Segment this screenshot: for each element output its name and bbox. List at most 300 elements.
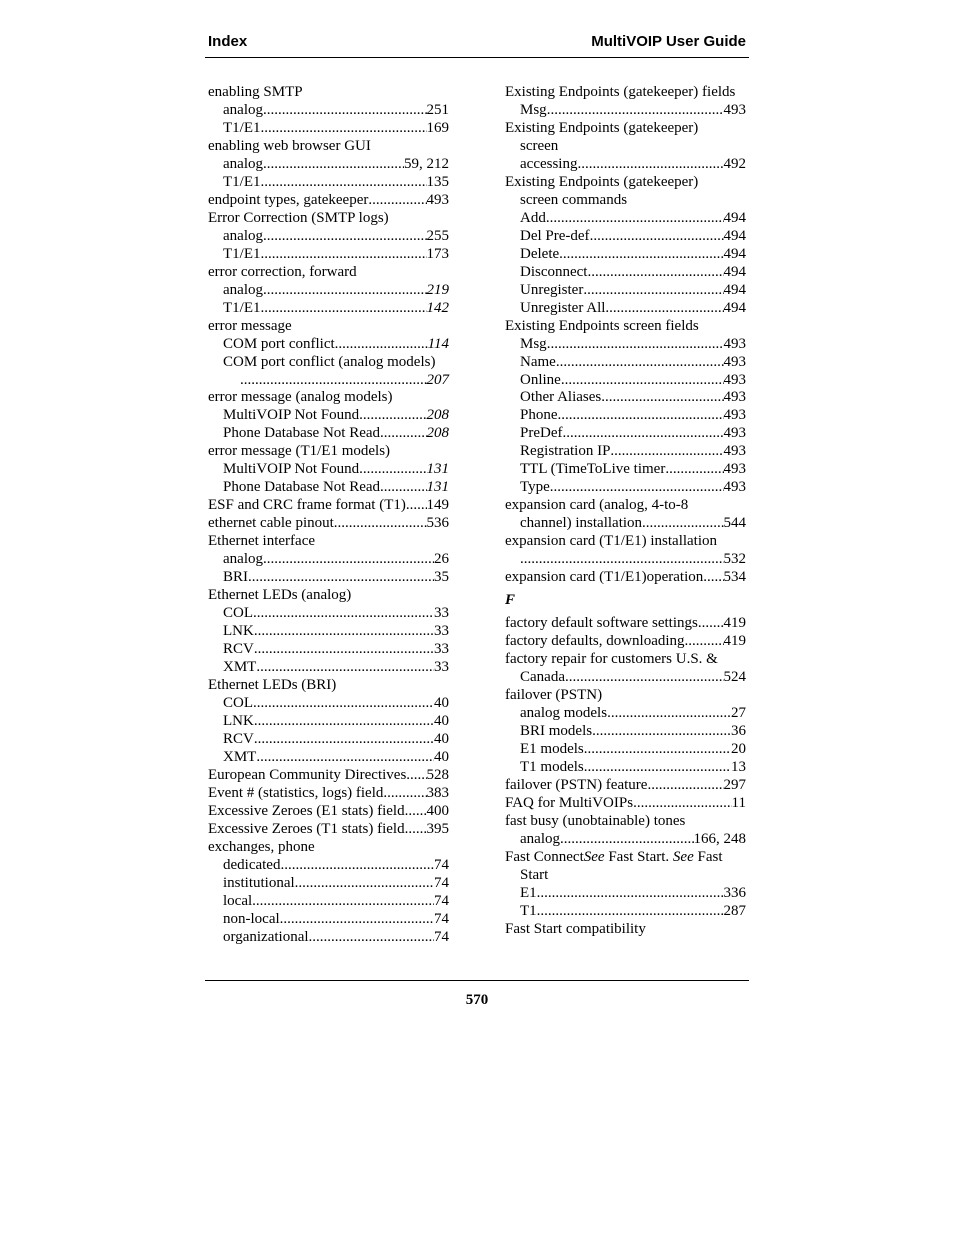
index-entry-page: 149 xyxy=(426,497,449,514)
index-entry xyxy=(505,425,746,443)
index-entry-page: 493 xyxy=(723,101,746,118)
index-entry-page: 287 xyxy=(723,902,746,919)
index-entry xyxy=(208,929,449,947)
index-entry-page: 383 xyxy=(426,784,449,801)
index-entry-page: 33 xyxy=(434,641,449,658)
index-entry xyxy=(505,777,746,795)
dot-leader xyxy=(556,354,724,372)
index-entry xyxy=(505,533,746,551)
index-entry-page: 493 xyxy=(723,407,746,424)
index-entry-page: 35 xyxy=(434,569,449,586)
index-entry-page: 400 xyxy=(426,802,449,819)
index-entry xyxy=(505,138,746,156)
index-entry-page: 494 xyxy=(723,209,746,226)
index-entry-term: fast busy (unobtainable) tones xyxy=(505,812,686,829)
index-entry-page: 33 xyxy=(434,659,449,675)
dot-leader xyxy=(335,336,428,354)
index-entry-term: T1/E1 xyxy=(223,173,261,190)
dot-leader xyxy=(592,723,731,741)
index-entry xyxy=(505,372,746,390)
dot-leader xyxy=(253,695,434,713)
index-entry-text: See xyxy=(672,848,694,865)
index-entry xyxy=(208,893,449,911)
index-entry xyxy=(208,443,449,461)
index-entry-term: analog xyxy=(223,281,263,298)
index-entry xyxy=(208,372,449,390)
index-entry-text: Fast Start. xyxy=(604,848,673,865)
index-entry-term: factory default software settings xyxy=(505,615,698,632)
index-entry xyxy=(208,138,449,156)
index-column-left xyxy=(208,84,449,947)
index-entry-term: European Community Directives xyxy=(208,766,407,783)
dot-leader xyxy=(405,821,427,839)
dot-leader xyxy=(546,210,724,228)
index-entry-term: Del Pre-def xyxy=(520,227,590,244)
index-entry-page: 74 xyxy=(434,892,449,909)
index-entry xyxy=(208,857,449,875)
index-entry xyxy=(208,120,449,138)
index-entry-page: 493 xyxy=(723,479,746,496)
index-entry-page: 13 xyxy=(731,758,746,775)
index-entry-page: 494 xyxy=(723,245,746,262)
index-entry-term: T1/E1 xyxy=(223,299,261,316)
index-entry-term: Existing Endpoints (gatekeeper) xyxy=(505,119,699,136)
index-entry xyxy=(505,813,746,831)
index-entry-page: 494 xyxy=(723,281,746,298)
index-entry-term: COM port conflict xyxy=(223,335,335,352)
dot-leader xyxy=(610,443,723,461)
dot-leader xyxy=(587,264,723,282)
index-entry-term: COM port conflict (analog models) xyxy=(223,353,436,370)
index-entry-term: Phone xyxy=(520,407,558,424)
index-entry xyxy=(505,282,746,300)
index-entry-page: 544 xyxy=(723,515,746,532)
index-entry-page: 493 xyxy=(723,353,746,370)
index-entry-page: 528 xyxy=(426,766,449,783)
header-section-title: Index xyxy=(208,33,248,50)
index-entry xyxy=(505,759,746,777)
dot-leader xyxy=(280,911,434,929)
index-entry-page: 33 xyxy=(434,623,449,640)
index-entry-page: 492 xyxy=(723,155,746,172)
index-entry xyxy=(208,282,449,300)
index-entry-term: Existing Endpoints screen fields xyxy=(505,317,699,334)
index-entry xyxy=(505,461,746,479)
index-entry xyxy=(208,839,449,857)
index-entry xyxy=(505,885,746,903)
index-entry-page: 40 xyxy=(434,712,449,729)
index-entry-term: T1/E1 xyxy=(223,245,261,262)
index-entry-page: 131 xyxy=(426,461,449,478)
dot-leader xyxy=(256,749,434,767)
index-entry xyxy=(208,192,449,210)
index-entry xyxy=(505,705,746,723)
index-column-right xyxy=(505,84,746,939)
index-entry-term: T1/E1 xyxy=(223,119,261,136)
index-entry-page: 219 xyxy=(426,281,449,298)
index-entry-term: factory defaults, downloading xyxy=(505,633,685,650)
index-entry-term: expansion card (T1/E1)operation xyxy=(505,569,704,586)
index-entry-page: 493 xyxy=(723,425,746,442)
dot-leader xyxy=(263,551,434,569)
index-entry-page: 166, 248 xyxy=(693,830,746,847)
index-entry xyxy=(208,336,449,354)
dot-leader xyxy=(605,300,723,318)
index-entry xyxy=(208,659,449,677)
index-entry xyxy=(208,605,449,623)
index-entry xyxy=(505,336,746,354)
index-entry-page: 534 xyxy=(723,569,746,586)
index-entry xyxy=(208,425,449,443)
index-entry-term: Other Aliases xyxy=(520,389,602,406)
dot-leader xyxy=(261,246,427,264)
index-entry-page: 20 xyxy=(731,740,746,757)
index-entry xyxy=(505,497,746,515)
index-entry-page: 36 xyxy=(731,722,746,739)
index-entry-page: 131 xyxy=(426,479,449,496)
dot-leader xyxy=(560,831,694,849)
header-rule xyxy=(205,57,749,58)
index-entry-term: analog models xyxy=(520,704,608,721)
index-entry-term: E1 models xyxy=(520,740,584,757)
index-entry-term: Delete xyxy=(520,245,560,262)
index-entry-term: XMT xyxy=(223,748,257,765)
index-entry-term: screen xyxy=(520,137,559,154)
index-entry xyxy=(208,695,449,713)
index-entry-term: FAQ for MultiVOIPs xyxy=(505,794,634,811)
index-entry xyxy=(505,318,746,336)
index-entry-page: 494 xyxy=(723,263,746,280)
index-entry xyxy=(505,479,746,497)
index-entry-page: 40 xyxy=(434,730,449,747)
index-entry-term: Existing Endpoints (gatekeeper) xyxy=(505,173,699,190)
index-entry xyxy=(208,767,449,785)
index-entry-term: LNK xyxy=(223,623,254,640)
index-entry-term: analog xyxy=(223,551,263,568)
dot-leader xyxy=(607,705,731,723)
index-entry xyxy=(505,921,746,939)
index-entry-term: local xyxy=(223,892,253,909)
index-entry-term: enabling SMTP xyxy=(208,84,303,100)
dot-leader xyxy=(254,641,434,659)
page-number: 570 xyxy=(465,992,489,1008)
index-entry-term: expansion card (T1/E1) installation xyxy=(505,533,718,550)
index-entry-term: Phone Database Not Read xyxy=(223,479,381,496)
footer-rule xyxy=(205,980,749,981)
index-entry xyxy=(505,210,746,228)
dot-leader xyxy=(263,102,427,120)
index-entry-term: Msg xyxy=(520,335,547,352)
index-entry xyxy=(505,354,746,372)
index-entry-term: dedicated xyxy=(223,856,281,873)
index-entry-term: accessing xyxy=(520,155,578,172)
dot-leader xyxy=(647,777,723,795)
index-entry-term: error message (analog models) xyxy=(208,389,393,406)
dot-leader xyxy=(565,669,724,687)
index-entry xyxy=(208,785,449,803)
index-entry-page: 493 xyxy=(723,443,746,460)
index-entry-term: error correction, forward xyxy=(208,263,357,280)
dot-leader xyxy=(584,741,731,759)
page-header xyxy=(208,33,746,53)
index-entry-term: factory repair for customers U.S. & xyxy=(505,651,718,668)
index-entry xyxy=(505,687,746,705)
index-entry xyxy=(505,903,746,921)
dot-leader xyxy=(254,731,434,749)
index-entry xyxy=(208,551,449,569)
index-entry-page: 208 xyxy=(426,425,449,442)
dot-leader xyxy=(583,282,723,300)
dot-leader xyxy=(295,875,434,893)
index-entry-term: E1 xyxy=(520,884,537,901)
index-entry-page: 40 xyxy=(434,694,449,711)
index-entry-term: failover (PSTN) feature xyxy=(505,776,648,793)
dot-leader xyxy=(547,102,724,120)
index-entry-term: Disconnect xyxy=(520,263,588,280)
dot-leader xyxy=(256,659,434,677)
index-entry-page: 135 xyxy=(426,173,449,190)
index-entry xyxy=(208,821,449,839)
index-entry-page: 40 xyxy=(434,748,449,765)
index-entry xyxy=(208,246,449,264)
index-entry-page: 208 xyxy=(426,407,449,424)
index-entry xyxy=(208,479,449,497)
index-entry xyxy=(208,228,449,246)
index-entry-term: BRI xyxy=(223,569,249,586)
index-entry xyxy=(208,875,449,893)
index-entry xyxy=(505,651,746,669)
index-entry-term: COL xyxy=(223,605,253,622)
index-entry-term: RCV xyxy=(223,641,254,658)
index-entry xyxy=(505,615,746,633)
index-entry-page: 493 xyxy=(426,191,449,208)
index-entry-term: non-local xyxy=(223,910,280,927)
dot-leader xyxy=(584,759,731,777)
index-entry xyxy=(208,461,449,479)
index-entry-term: MultiVOIP Not Found xyxy=(223,461,360,478)
dot-leader xyxy=(380,479,426,497)
dot-leader xyxy=(703,569,723,587)
dot-leader xyxy=(261,174,427,192)
dot-leader xyxy=(309,929,434,947)
dot-leader xyxy=(359,461,426,479)
index-entry xyxy=(208,102,449,120)
index-entry xyxy=(505,84,746,102)
dot-leader xyxy=(562,425,723,443)
index-entry xyxy=(505,102,746,120)
dot-leader xyxy=(368,192,426,210)
index-entry xyxy=(505,246,746,264)
index-entry-page: 536 xyxy=(426,515,449,532)
dot-leader xyxy=(280,857,434,875)
index-entry-text: Fast xyxy=(693,848,723,865)
index-entry-page: 26 xyxy=(434,551,449,568)
index-entry-term: ESF and CRC frame format (T1) xyxy=(208,497,406,514)
index-entry-page: 419 xyxy=(723,633,746,650)
dot-leader xyxy=(240,372,427,390)
index-entry xyxy=(208,210,449,228)
index-entry xyxy=(208,713,449,731)
dot-leader xyxy=(253,605,434,623)
index-entry-page: 493 xyxy=(723,461,746,478)
index-entry xyxy=(505,795,746,813)
index-entry-page: 532 xyxy=(723,551,746,568)
index-entry-term: COL xyxy=(223,694,253,711)
index-entry xyxy=(208,623,449,641)
index-entry-term: exchanges, phone xyxy=(208,838,315,855)
index-entry-page: 395 xyxy=(426,820,449,837)
dot-leader xyxy=(561,372,724,390)
index-entry-page: 207 xyxy=(426,371,449,388)
index-entry-page: 74 xyxy=(434,874,449,891)
index-entry-page: 255 xyxy=(426,227,449,244)
index-entry xyxy=(505,723,746,741)
index-entry xyxy=(505,515,746,533)
index-entry-term: error message (T1/E1 models) xyxy=(208,443,391,460)
index-entry-page: 27 xyxy=(731,704,746,721)
index-entry-text: Fast Connect xyxy=(505,848,584,865)
index-entry-term: Event # (statistics, logs) field xyxy=(208,784,384,801)
index-entry xyxy=(505,569,746,587)
index-entry xyxy=(505,831,746,849)
dot-leader xyxy=(633,795,731,813)
index-entry-term: institutional xyxy=(223,874,295,891)
index-entry xyxy=(505,551,746,569)
index-entry-term: Registration IP xyxy=(520,443,611,460)
dot-leader xyxy=(248,569,434,587)
index-entry-page: 114 xyxy=(427,335,449,352)
index-entry-page: 336 xyxy=(723,884,746,901)
index-entry xyxy=(505,120,746,138)
section-letter-f: F xyxy=(505,592,516,609)
index-entry xyxy=(505,192,746,210)
index-entry-page: 419 xyxy=(723,615,746,632)
dot-leader xyxy=(520,551,724,569)
index-entry-term: TTL (TimeToLive timer xyxy=(520,461,666,478)
index-entry-term: Excessive Zeroes (T1 stats) field xyxy=(208,820,405,837)
dot-leader xyxy=(252,893,434,911)
index-entry xyxy=(208,407,449,425)
index-entry-page: 493 xyxy=(723,371,746,388)
dot-leader xyxy=(559,246,723,264)
index-entry-term: Add xyxy=(520,209,546,226)
index-entry-page: 251 xyxy=(426,101,449,118)
index-entry-page: 494 xyxy=(723,227,746,244)
index-entry xyxy=(208,497,449,515)
dot-leader xyxy=(263,228,427,246)
index-entry xyxy=(208,174,449,192)
index-entry-term: Error Correction (SMTP logs) xyxy=(208,209,389,226)
index-entry-page: 59, 212 xyxy=(404,155,449,172)
index-entry xyxy=(208,587,449,605)
dot-leader xyxy=(685,633,724,651)
index-entry xyxy=(208,264,449,282)
dot-leader xyxy=(406,497,427,515)
index-entry-term: Unregister xyxy=(520,281,584,298)
index-entry xyxy=(505,156,746,174)
dot-leader xyxy=(263,156,404,174)
dot-leader xyxy=(590,228,724,246)
index-entry-term: ethernet cable pinout xyxy=(208,515,334,532)
index-entry-term: RCV xyxy=(223,730,254,747)
index-entry-page: 169 xyxy=(426,119,449,136)
index-entry-term: Ethernet LEDs (analog) xyxy=(208,587,352,604)
dot-leader xyxy=(254,713,434,731)
header-book-title: MultiVOIP User Guide xyxy=(591,33,746,50)
index-entry-page: 297 xyxy=(723,776,746,793)
index-entry xyxy=(208,803,449,821)
index-entry xyxy=(505,228,746,246)
index-entry-term: Unregister All xyxy=(520,299,606,316)
dot-leader xyxy=(577,156,723,174)
index-entry-term: analog xyxy=(223,227,263,244)
index-entry-page: 493 xyxy=(723,389,746,406)
index-entry xyxy=(208,749,449,767)
index-entry-term: enabling web browser GUI xyxy=(208,137,371,154)
index-entry-term: channel) installation xyxy=(520,515,643,532)
index-entry-term: error message xyxy=(208,317,292,334)
index-entry-text: See xyxy=(583,848,605,865)
index-entry xyxy=(505,849,746,867)
dot-leader xyxy=(537,903,724,921)
index-entry-page: 74 xyxy=(434,928,449,945)
index-entry-term: expansion card (analog, 4-to-8 xyxy=(505,497,689,514)
dot-leader xyxy=(254,623,434,641)
index-entry-term: organizational xyxy=(223,928,309,945)
dot-leader xyxy=(261,120,427,138)
dot-leader xyxy=(383,785,426,803)
index-entry xyxy=(208,354,449,372)
index-entry-page: 493 xyxy=(723,335,746,352)
index-entry-page: 11 xyxy=(731,794,746,811)
dot-leader xyxy=(665,461,723,479)
index-entry-term: endpoint types, gatekeeper xyxy=(208,191,369,208)
index-entry-page: 524 xyxy=(723,669,746,685)
index-entry xyxy=(505,300,746,318)
index-entry xyxy=(505,389,746,407)
index-entry xyxy=(208,389,449,407)
dot-leader xyxy=(601,389,723,407)
index-entry-term: screen commands xyxy=(520,191,628,208)
index-entry-term: BRI models xyxy=(520,722,593,739)
index-entry-term: LNK xyxy=(223,712,254,729)
index-entry xyxy=(208,318,449,336)
index-entry xyxy=(208,569,449,587)
index-entry xyxy=(208,84,449,102)
index-entry-page: 173 xyxy=(426,245,449,262)
index-entry xyxy=(208,731,449,749)
index-entry-term: XMT xyxy=(223,659,257,675)
index-entry-term: Online xyxy=(520,371,561,388)
index-entry-term: Fast Start compatibility xyxy=(505,920,646,937)
index-entry-term: Msg xyxy=(520,101,547,118)
index-entry-term: failover (PSTN) xyxy=(505,686,603,703)
index-entry xyxy=(505,407,746,425)
index-entry xyxy=(505,264,746,282)
index-entry-term: Phone Database Not Read xyxy=(223,425,381,442)
index-entry-term: Excessive Zeroes (E1 stats) field xyxy=(208,802,405,819)
index-entry-term: PreDef xyxy=(520,425,563,442)
index-entry xyxy=(208,533,449,551)
index-entry xyxy=(505,741,746,759)
dot-leader xyxy=(359,407,426,425)
index-entry-term xyxy=(505,849,723,867)
index-entry xyxy=(208,641,449,659)
index-entry-term: Type xyxy=(520,479,550,496)
dot-leader xyxy=(547,336,724,354)
index-entry-term: Ethernet LEDs (BRI) xyxy=(208,676,337,693)
index-entry-term: analog xyxy=(520,830,560,847)
